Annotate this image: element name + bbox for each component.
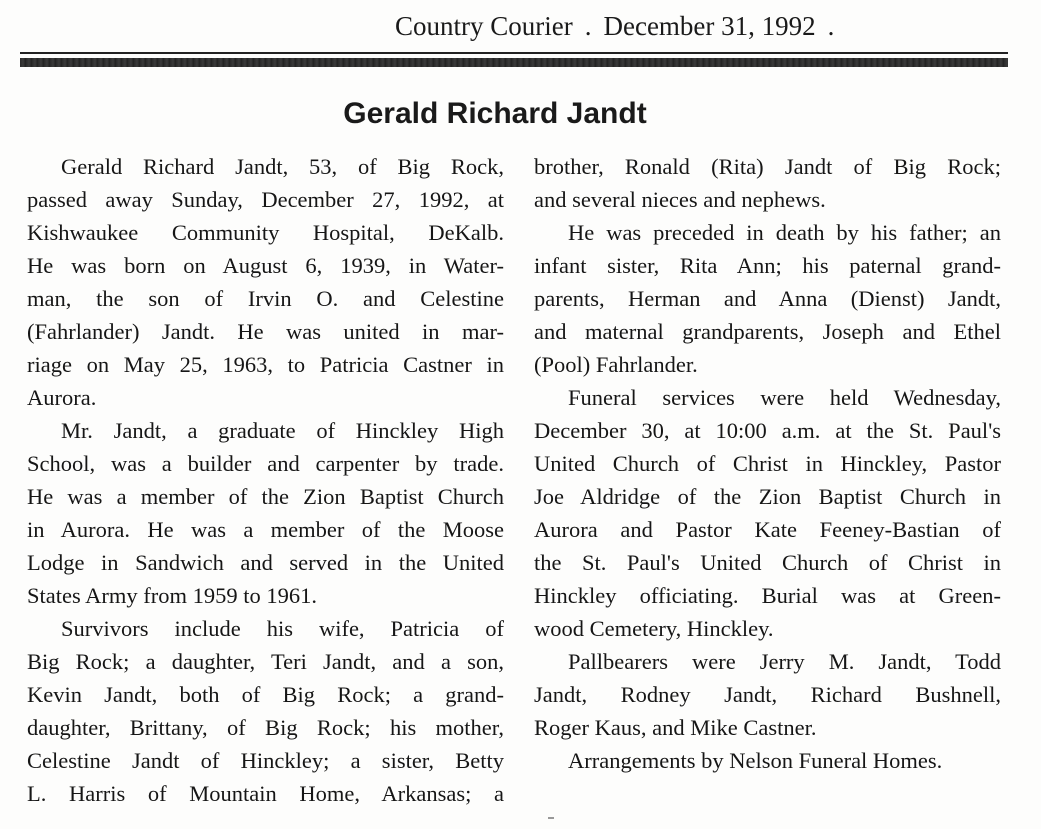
text-line: (Fahrlander) Jandt. He was united in mar- [27,319,504,344]
text-line: and maternal grandparents, Joseph and Ethel [534,319,1001,344]
text-line: United Church of Christ in Hinckley, Pastor [534,451,1001,476]
masthead-trailing-dot: . [827,11,835,41]
text-line: passed away Sunday, December 27, 1992, at [27,187,504,212]
text-line: Joe Aldridge of the Zion Baptist Church in [534,484,1001,509]
text-line: infant sister, Rita Ann; his paternal grand- [534,253,1001,278]
issue-date: December 31, 1992 [603,11,816,41]
text-line: riage on May 25, 1963, to Patricia Castner in [27,352,504,377]
obituary-title: Gerald Richard Jandt [343,97,647,130]
text-line: Big Rock; a daughter, Teri Jandt, and a son, [27,649,504,674]
text-line: December 30, at 10:00 a.m. at the St. Paul's [534,418,1001,443]
right-column [534,150,1001,777]
text-line: Funeral services were held Wednesday, [568,385,1001,410]
text-line: man, the son of Irvin O. and Celestine [27,286,504,311]
text-line: Kishwaukee Community Hospital, DeKalb. [27,220,504,245]
masthead-rule-thin [20,52,1008,54]
text-line: Arrangements by Nelson Funeral Homes. [568,748,943,773]
text-line: daughter, Brittany, of Big Rock; his mother, [27,715,504,740]
text-line: He was born on August 6, 1939, in Water- [27,253,504,278]
text-line: Aurora. [27,385,97,410]
text-line: Aurora and Pastor Kate Feeney-Bastian of [534,517,1001,542]
masthead [395,10,846,42]
print-speck [548,817,554,819]
text-line: Mr. Jandt, a graduate of Hinckley High [61,418,504,443]
text-line: parents, Herman and Anna (Dienst) Jandt, [534,286,1001,311]
text-line: Kevin Jandt, both of Big Rock; a grand- [27,682,504,707]
text-line: Lodge in Sandwich and served in the United [27,550,504,575]
text-line: States Army from 1959 to 1961. [27,583,317,608]
text-line: Roger Kaus, and Mike Castner. [534,715,817,740]
left-column [27,150,504,810]
text-line: He was a member of the Zion Baptist Church [27,484,504,509]
text-line: (Pool) Fahrlander. [534,352,698,377]
text-line: School, was a builder and carpenter by trade. [27,451,504,476]
text-line: Hinckley officiating. Burial was at Green- [534,583,1001,608]
text-line: Survivors include his wife, Patricia of [61,616,504,641]
text-line: He was preceded in death by his father; an [568,220,1001,245]
text-line: Pallbearers were Jerry M. Jandt, Todd [568,649,1001,674]
text-line: Gerald Richard Jandt, 53, of Big Rock, [61,154,504,179]
text-line: brother, Ronald (Rita) Jandt of Big Rock; [534,154,1001,179]
masthead-rule-thick [20,58,1008,67]
masthead-separator: . [584,11,592,41]
text-line: wood Cemetery, Hinckley. [534,616,774,641]
text-line: the St. Paul's United Church of Christ in [534,550,1001,575]
text-line: Celestine Jandt of Hinckley; a sister, Betty [27,748,504,773]
text-line: in Aurora. He was a member of the Moose [27,517,504,542]
text-line: Jandt, Rodney Jandt, Richard Bushnell, [534,682,1001,707]
paper-name: Country Courier [395,11,573,41]
text-line: and several nieces and nephews. [534,187,826,212]
text-line: L. Harris of Mountain Home, Arkansas; a [27,781,504,806]
